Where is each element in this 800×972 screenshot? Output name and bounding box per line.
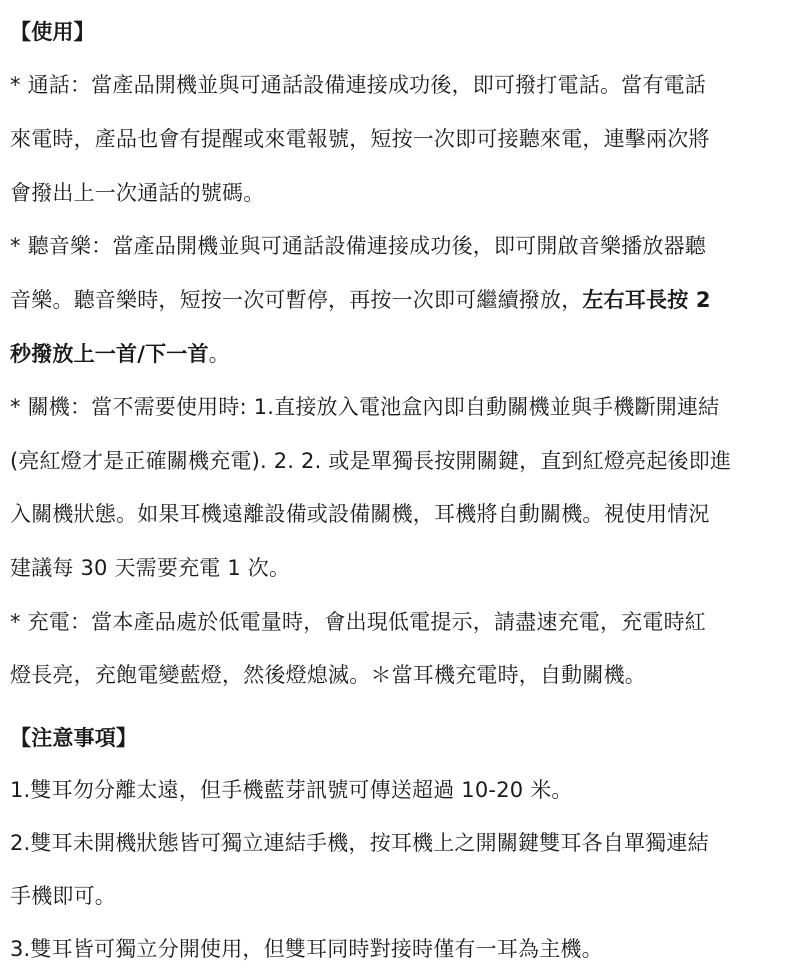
call-line-1: * 通話：當產品開機並與可通話設備連接成功後，即可撥打電話。當有電話: [10, 73, 706, 97]
music-line-3-bold: 秒撥放上一首/下一首: [10, 342, 209, 366]
charging-line-2: 燈長亮，充飽電變藍燈，然後燈熄滅。＊當耳機充電時，自動關機。: [10, 663, 646, 687]
music-line-2: [10, 285, 796, 315]
music-line-1: * 聽音樂：當產品開機並與可通話設備連接成功後，即可開啟音樂播放器聽: [10, 234, 706, 258]
notes-item-3: 3.雙耳皆可獨立分開使用，但雙耳同時對接時僅有一耳為主機。: [10, 937, 603, 961]
power-off-line-2: (亮紅燈才是正確關機充電). 2. 2. 或是單獨長按開關鍵，直到紅燈亮起後即進: [10, 449, 732, 473]
usage-heading: 【使用】: [10, 20, 95, 44]
power-off-line-3: 入關機狀態。如果耳機遠離設備或設備關機，耳機將自動關機。視使用情況: [10, 502, 710, 526]
notes-item-1: 1.雙耳勿分離太遠，但手機藍芽訊號可傳送超過 10-20 米。: [10, 778, 573, 802]
notes-item-2-line-1: 2.雙耳未開機狀態皆可獨立連結手機，按耳機上之開關鍵雙耳各自單獨連結: [10, 831, 709, 855]
notes-item-2-line-2: 手機即可。: [10, 884, 116, 908]
music-line-3: [10, 339, 796, 369]
call-line-2: 來電時，產品也會有提醒或來電報號，短按一次即可接聽來電，連擊兩次將: [10, 127, 710, 151]
music-line-2-bold: 左右耳長按 2: [582, 288, 711, 312]
power-off-line-4: 建議每 30 天需要充電 1 次。: [10, 556, 291, 580]
music-line-2-text: 音樂。聽音樂時，短按一次可暫停，再按一次即可繼續撥放，: [10, 288, 583, 312]
call-line-3: 會撥出上一次通話的號碼。: [10, 181, 265, 205]
notes-heading: 【注意事項】: [10, 726, 138, 750]
power-off-line-1: * 關機：當不需要使用時: 1.直接放入電池盒內即自動關機並與手機斷開連結: [10, 395, 720, 419]
music-line-3-text: 。: [208, 342, 230, 366]
charging-line-1: * 充電：當本產品處於低電量時，會出現低電提示，請盡速充電，充電時紅: [10, 610, 706, 634]
